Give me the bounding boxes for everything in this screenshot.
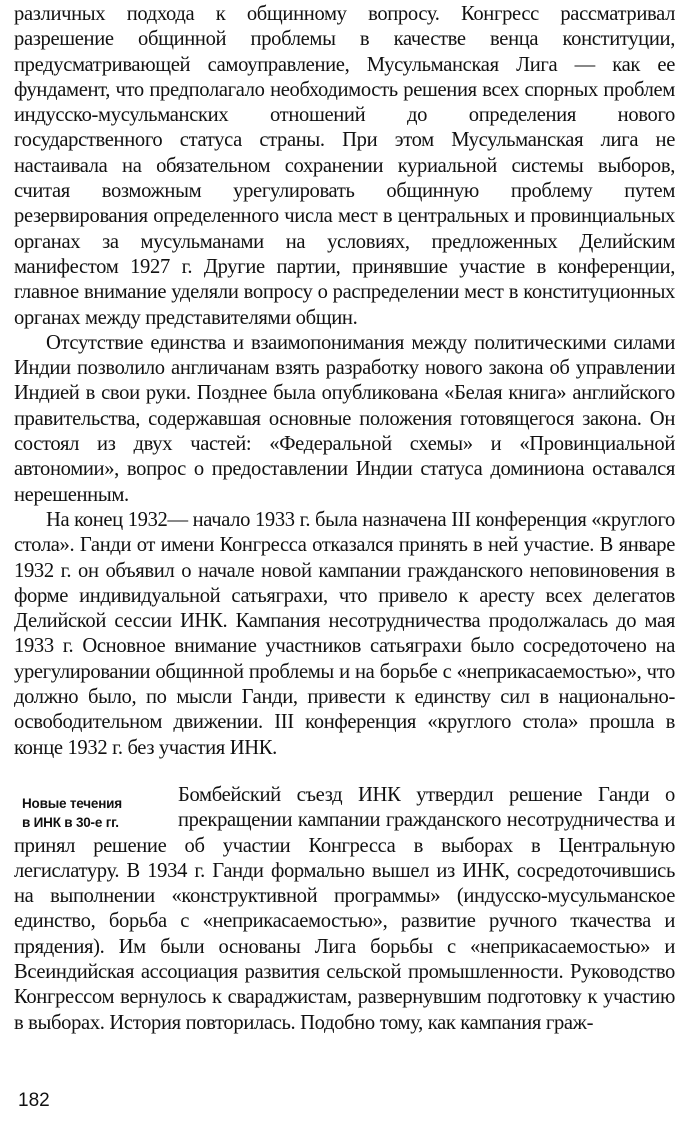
side-heading-line-2: в ИНК в 30-е гг. <box>22 814 119 830</box>
side-heading-line-1: Новые течения <box>22 795 122 811</box>
section-paragraph: Бомбейский съезд ИНК утвердил решение Ганди о прекращении кампании гражданского несотрудничества и принял решение об участии Конгресса в выборах в Центральную легислатуру. В 1934 г. Ганди формально вышел из ИНК, сосредоточившись на выполнении «конструктивной программы» (индусско-мусульманское единство, борьба с «неприкасаемостью», развитие ручного ткачества и прядения). Им были основаны Лига борьбы с «неприкасаемостью» и Всеиндийская ассоциация развития сельской промышленности. Руководство Конгрессом вернулось к свараджистам, развернувшим подготовку к участию в выборах. История повторилась. Подобно тому, как кампания граж- <box>14 783 675 1034</box>
paragraph-2: Отсутствие единства и взаимопонимания между политическими силами Индии позволило англичанам взять разработку нового закона об управлении Индией в свои руки. Позднее была опубликована «Белая книга» английского правительства, содержавшая основные положения готовящегося закона. Он состоял из двух частей: «Федеральной схемы» и «Провинциальной автономии», вопрос о предоставлении Индии статуса доминиона оставался нерешенным. <box>14 331 675 506</box>
section-new-trends <box>14 783 675 1036</box>
paragraph-1: различных подхода к общинному вопросу. Конгресс рассматривал разрешение общинной проблемы в качестве венца конституции, предусматривающей самоуправление, Мусульманская Лига — как ее фундамент, что предполагало необходимость решения всех спорных проблем индусско-мусульманских отношений до определения нового государственного статуса страны. При этом Мусульманская лига не настаивала на обязательном сохранении куриальной системы выборов, считая возможным урегулировать общинную проблему путем резервирования определенного числа мест в центральных и провинциальных органах за мусульманами на условиях, предложенных Делийским манифестом 1927 г. Другие партии, принявшие участие в конференции, главное внимание уделяли вопросу о распределении мест в конституционных органах между представителями общин. <box>14 3 675 329</box>
section-side-heading <box>22 794 164 832</box>
page-number: 182 <box>18 1090 50 1111</box>
paragraph-3: На конец 1932— начало 1933 г. была назначена III конференция «круглого стола». Ганди от имени Конгресса отказался принять в ней участие. В январе 1932 г. он объявил о начале новой кампании гражданского неповиновения в форме индивидуальной сатьяграхи, что привело к аресту всех делегатов Делийской сессии ИНК. Кампания несотрудничества продолжалась до мая 1933 г. Основное внимание участников сатьяграхи было сосредоточено на урегулировании общинной проблемы и на борьбе с «неприкасаемостью», что должно было, по мысли Ганди, привести к единству сил в национально-освободительном движении. III конференция «круглого стола» прошла в конце 1932 г. без участия ИНК. <box>14 508 675 759</box>
